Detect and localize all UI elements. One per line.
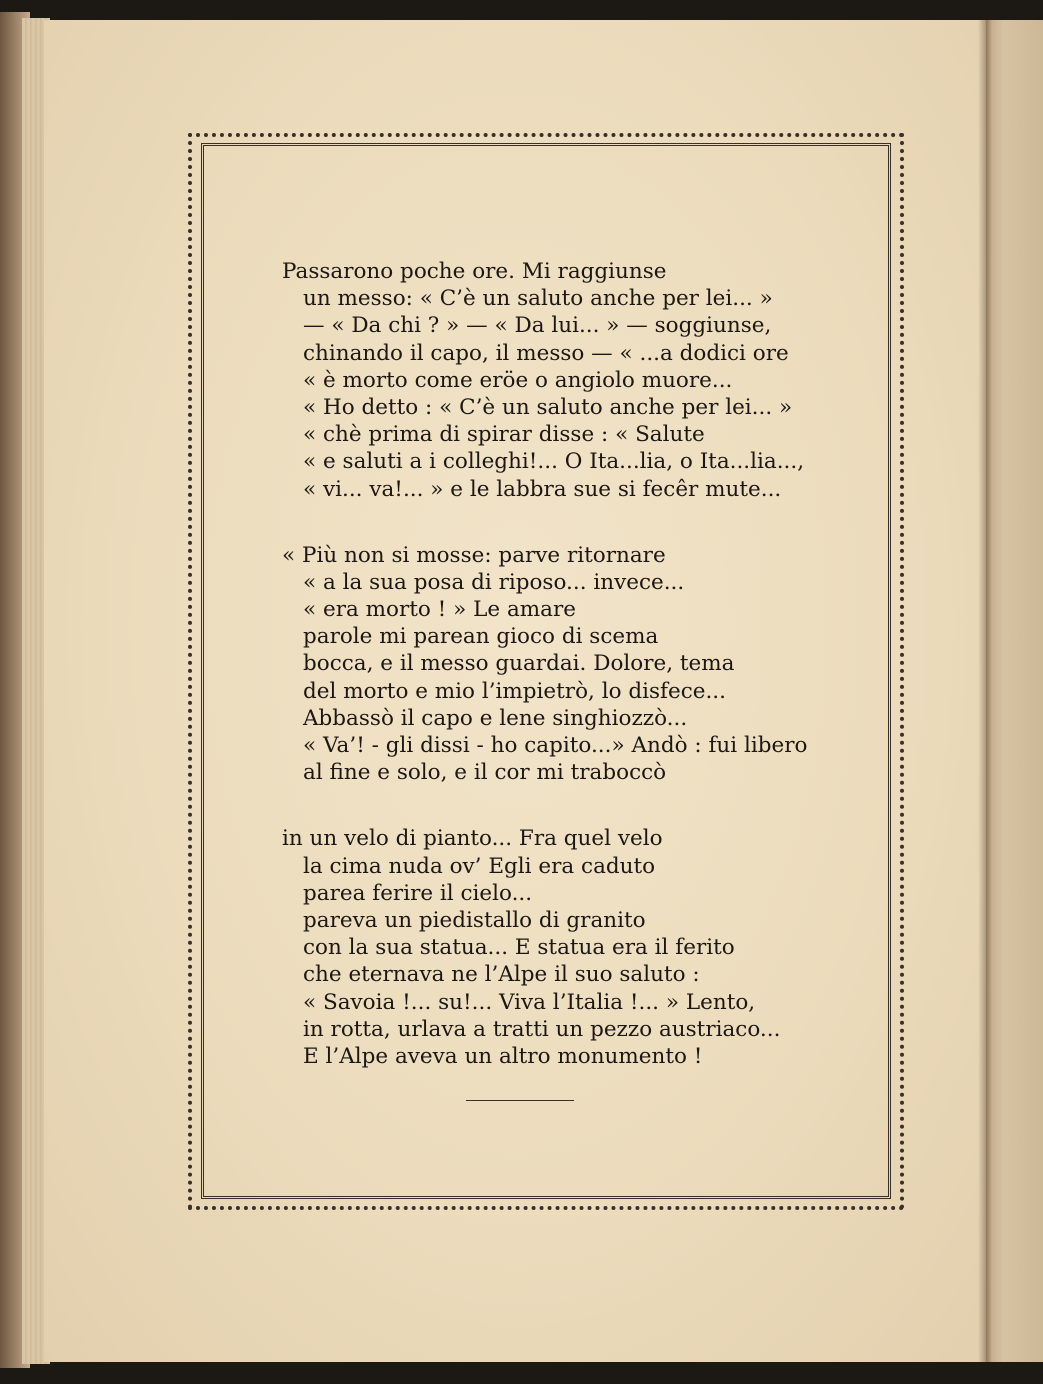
poem-line: « è morto come eröe o angiolo muore...	[303, 367, 733, 393]
poem-line: in un velo di pianto... Fra quel velo	[282, 826, 663, 852]
stanza	[282, 258, 805, 503]
poem-line: « chè prima di spirar disse : « Salute	[303, 422, 705, 448]
poem-line: « Ho detto : « C’è un saluto anche per lei... »	[303, 394, 793, 420]
poem-line: con la sua statua... E statua era il ferito	[303, 935, 735, 961]
poem-line: « Più non si mosse: parve ritornare	[282, 542, 666, 568]
poem-line: che eternava ne l’Alpe il suo saluto :	[303, 962, 700, 988]
poem-line: « e saluti a i colleghi!... O Ita...lia, o Ita...lia...,	[303, 449, 805, 475]
poem-line: Passarono poche ore. Mi raggiunse	[282, 259, 667, 284]
poem-line: la cima nuda ov’ Egli era caduto	[303, 853, 656, 879]
poem-line: pareva un piedistallo di granito	[303, 907, 646, 933]
poem-line: al fine e solo, e il cor mi traboccò	[303, 760, 667, 786]
poem-line: parole mi parean gioco di scema	[303, 624, 659, 650]
poem-line: bocca, e il messo guardai. Dolore, tema	[303, 651, 735, 677]
page-gutter	[978, 20, 992, 1362]
poem-line: E l’Alpe aveva un altro monumento !	[303, 1043, 703, 1069]
poem-line: « Va’! - gli dissi - ho capito...» Andò : fui libero	[303, 733, 808, 758]
poem-line: « era morto ! » Le amare	[303, 597, 576, 623]
poem-line: — « Da chi ? » — « Da lui... » — soggiunse,	[303, 313, 772, 339]
poem-line: Abbassò il capo e lene singhiozzò...	[303, 705, 688, 731]
stanza	[282, 825, 802, 1070]
stanza	[282, 542, 808, 787]
poem-line: parea ferire il cielo...	[303, 880, 533, 906]
poem-line: « vi... va!... » e le labbra sue si fecêr mute...	[303, 476, 782, 502]
poem-text	[282, 258, 808, 1070]
poem-line: in rotta, urlava a tratti un pezzo austriaco...	[303, 1016, 781, 1042]
facing-page-edge	[986, 20, 1043, 1362]
poem-line: del morto e mio l’impietrò, lo disfece...	[303, 678, 726, 704]
poem-line: chinando il capo, il messo — « ...a dodici ore	[303, 340, 789, 366]
section-end-rule	[466, 1100, 574, 1101]
poem-line: « a la sua posa di riposo... invece...	[303, 569, 685, 595]
poem-line: un messo: « C’è un saluto anche per lei... »	[303, 286, 773, 312]
poem-line: « Savoia !... su!... Viva l’Italia !... » Lento,	[303, 989, 756, 1015]
